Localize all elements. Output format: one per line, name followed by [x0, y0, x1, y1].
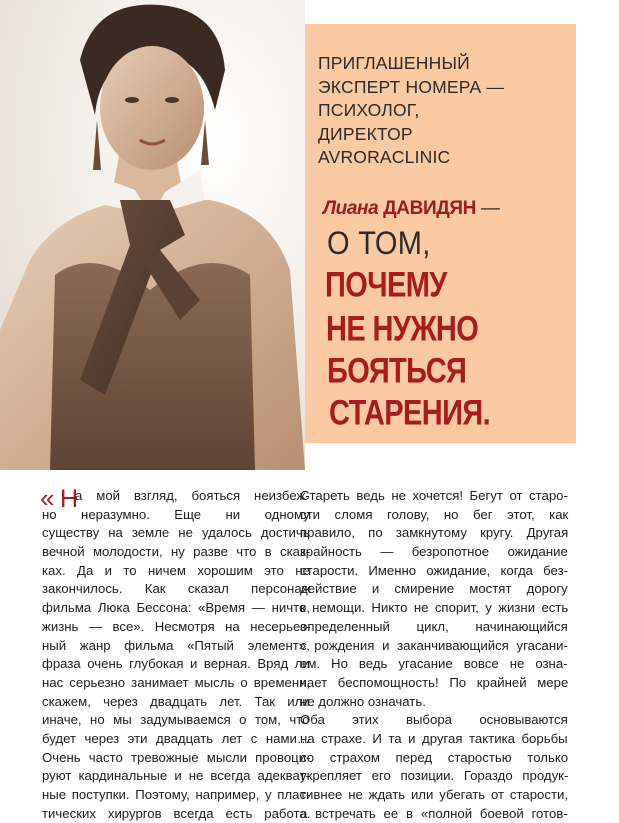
- article-line: руют кардинальные и не всегда адекват-: [42, 768, 310, 784]
- article-column-left: [40, 483, 311, 823]
- article-line: закончилось. Как сказал персонаж: [42, 581, 311, 597]
- article-line: будет через эти двадцать лет с нами…: [42, 730, 311, 746]
- article-line: фраза очень глубокая и верная. Вряд ли: [42, 656, 310, 672]
- article-line: тических хирургов всегда есть работа.: [42, 805, 311, 821]
- article-line: нас серьезно занимает мысль о времени,: [42, 674, 311, 690]
- article-line: ках. Да и то ничем хорошим это не: [42, 562, 310, 578]
- author-given-name: Лиана: [323, 198, 379, 219]
- article-line: тивнее не ждать или убегать от старости,: [300, 787, 569, 802]
- article-line: существу на земле не удалось достичь: [42, 525, 310, 541]
- article-line: сти сломя голову, но бег этот, как: [300, 506, 569, 522]
- intro-line: ЭКСПЕРТ НОМЕРА —: [318, 76, 505, 97]
- woman-portrait-icon: [0, 0, 305, 470]
- article-line: не должно означать.: [300, 693, 426, 709]
- article-line: со страхом перед старостью только: [300, 749, 569, 765]
- article-line: правило, по замкнутому кругу. Другая: [300, 525, 569, 541]
- headline-line-3: БОЯТЬСЯ: [327, 352, 467, 392]
- article-line: но неразумно. Еще ни одному: [42, 506, 310, 522]
- article-line: укрепляет его позиции. Гораздо продук-: [300, 768, 569, 784]
- article-line: ем. Но ведь угасание вовсе не озна-: [300, 656, 568, 672]
- author-dash: —: [480, 198, 500, 219]
- article-line: чает беспомощность! По крайней мере: [300, 674, 569, 690]
- article-line: а мой взгляд, бояться неизбеж-: [75, 488, 310, 503]
- intro-line: ПРИГЛАШЕННЫЙ: [318, 53, 470, 73]
- article-line: ные поступки. Поэтому, например, у плас-: [42, 787, 311, 802]
- author-name: [323, 198, 499, 220]
- article-line: а встречать ее в «полной боевой готов-: [300, 805, 568, 821]
- portrait-photo: [0, 0, 305, 470]
- article-line: фильма Люка Бессона: «Время — ничто,: [42, 600, 310, 616]
- article-line: действие и смирение мостят дорогу: [300, 581, 568, 597]
- author-family-name: ДАВИДЯН: [383, 198, 476, 219]
- about-text: О ТОМ,: [327, 226, 431, 262]
- article-column-right: [300, 487, 568, 823]
- article-line: Оба этих выбора основываются: [300, 712, 568, 728]
- article-line: ный жанр фильма «Пятый элемент»,: [42, 637, 310, 653]
- article-line: определенный цикл, начинающийся: [300, 618, 568, 634]
- article-line: к немощи. Никто не спорит, у жизни есть: [300, 600, 569, 616]
- article-line: на страхе. И та и другая тактика борьбы: [300, 730, 568, 746]
- article-line: старости. Именно ожидание, когда без-: [300, 562, 569, 578]
- intro-line: ПСИХОЛОГ,: [318, 100, 420, 120]
- article-line: иначе, но мы задумываемся о том, что: [42, 712, 310, 728]
- drop-cap: Н: [60, 485, 79, 513]
- intro-line: ДИРЕКТОР: [318, 123, 413, 144]
- headline-line-4: СТАРЕНИЯ.: [329, 394, 491, 434]
- article-line: жизнь — все». Несмотря на несерьез-: [42, 618, 311, 634]
- open-quote: «: [40, 483, 55, 513]
- article-line: Очень часто тревожные мысли провоци-: [42, 749, 311, 765]
- headline-line-2: НЕ НУЖНО: [326, 310, 479, 350]
- expert-intro: [318, 52, 568, 170]
- intro-line: AVRORACLINIC: [318, 147, 451, 167]
- article-line: крайность — безропотное ожидание: [300, 544, 568, 560]
- article-line: скажем, через двадцать лет. Так или: [42, 693, 310, 709]
- article-line: вечной молодости, ну разве что в сказ-: [42, 544, 311, 560]
- headline-line-1: ПОЧЕМУ: [325, 266, 447, 306]
- article-line: Стареть ведь не хочется! Бегут от старо-: [300, 488, 568, 503]
- article-line: с рождения и заканчивающийся угасани-: [300, 637, 568, 653]
